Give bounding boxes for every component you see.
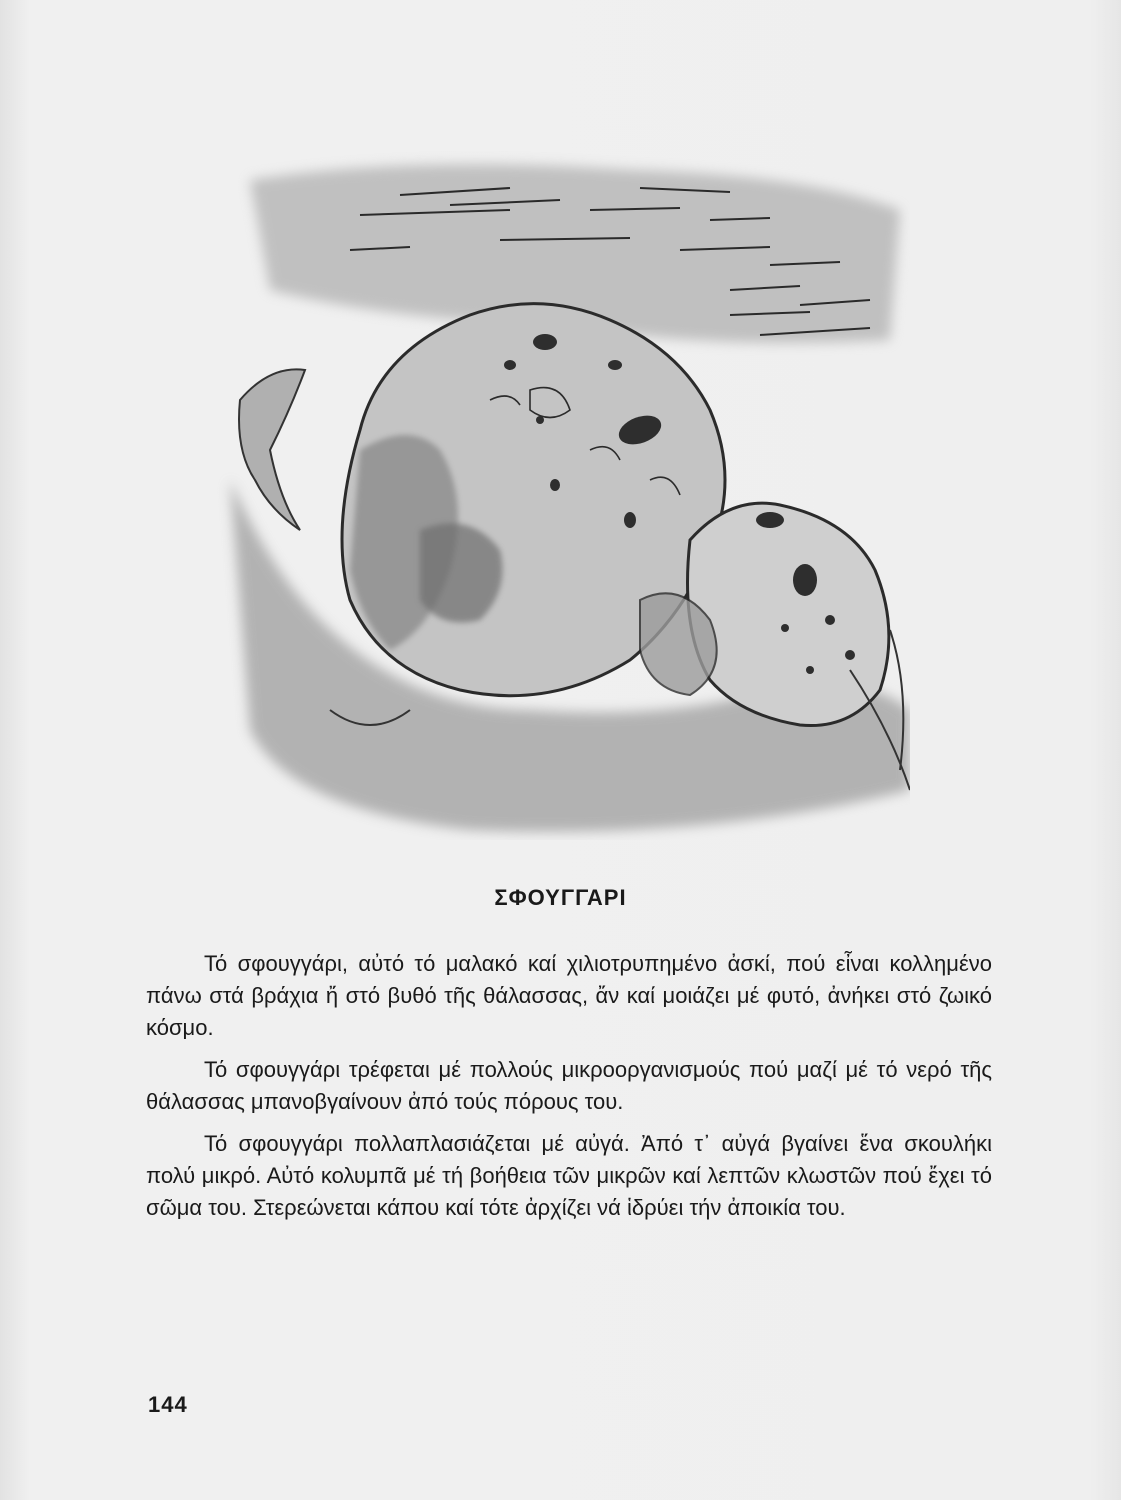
paragraph: Τό σφουγγάρι, αὐτό τό μαλακό καί χιλιοτρυπημένο ἀσκί, πού εἶναι κολλημένο πάνω στά βράχια ἤ στό βυθό τῆς θάλασσας, ἄν καί μοιάζει μέ φυτό, ἀνήκει στό ζωικό κόσμο. xyxy=(146,951,992,1040)
paragraph: Τό σφουγγάρι πολλαπλασιάζεται μέ αὐγά. Ἀπό τ᾽ αὐγά βγαίνει ἕνα σκουλήκι πολύ μικρό. Αὐτό κολυμπᾶ μέ τή βοήθεια τῶν μικρῶν καί λεπτῶν κλωστῶν πού ἔχει τό σῶμα του. Στερεώνεται κάπου καί τότε ἀρχίζει νά ἱδρύει τήν ἀποικία του. xyxy=(146,1131,992,1220)
sponge-illustration xyxy=(210,150,910,840)
body-text xyxy=(146,948,992,1234)
section-title: ΣΦΟΥΓΓΑΡΙ xyxy=(494,885,627,910)
page-number: 144 xyxy=(148,1392,188,1417)
paragraph: Τό σφουγγάρι τρέφεται μέ πολλούς μικροοργανισμούς πού μαζί μέ τό νερό τῆς θάλασσας μπανοβγαίνουν ἀπό τούς πόρους του. xyxy=(146,1057,992,1114)
